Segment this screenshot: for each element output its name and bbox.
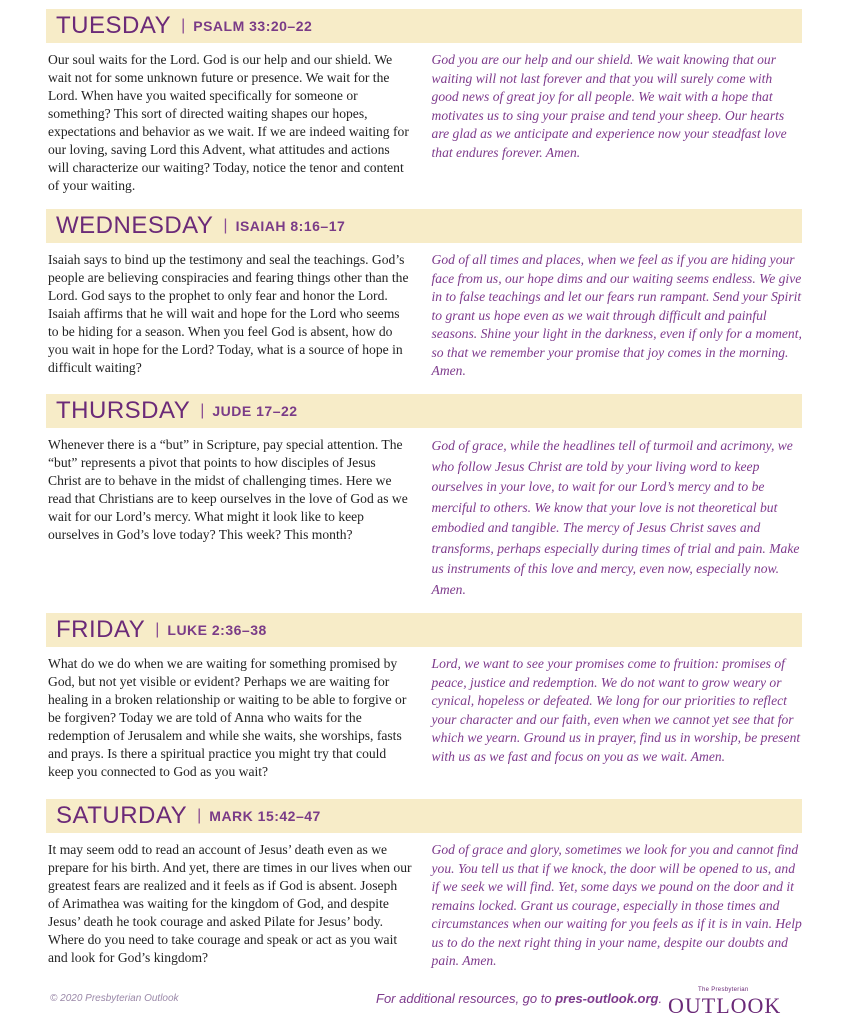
divider: | xyxy=(155,621,160,638)
reflection-text: Our soul waits for the Lord. God is our help and our shield. We wait not for some unknown future or presence. We wait for the Lord. When have you waited specifically for someone or something? This sort of directed waiting shapes our hopes, expectations and behavior as we wait. If we are indeed waiting for our loving, saving Lord this Advent, what attitudes and actions will characterize our waiting? Today, notice the tenor and content of your waiting. xyxy=(48,52,409,193)
scripture-reference: PSALM 33:20–22 xyxy=(193,18,313,34)
day-header xyxy=(46,394,802,428)
day-title: TUESDAY xyxy=(56,12,172,39)
day-section-wednesday xyxy=(46,209,802,381)
scripture-reference: MARK 15:42–47 xyxy=(209,808,321,824)
scripture-reference: LUKE 2:36–38 xyxy=(167,622,267,638)
day-section-thursday xyxy=(46,394,802,600)
divider: | xyxy=(223,217,228,234)
divider: | xyxy=(197,807,202,824)
prayer-text: God of all times and places, when we feel as if you are hiding your face from us, our hope dims and our waiting seems endless. We give in to false teachings and let our fears run rampant. Send your Spirit to grant us hope even as we wait through difficult and painful seasons. Shine your light in the darkness, even if only for a moment, so that we remember your promise that joy comes in the morning. Amen. xyxy=(431,252,802,378)
reflection-text: Isaiah says to bind up the testimony and seal the teachings. God’s people are believing conspiracies and fearing things other than the Lord. God says to the prophet to only fear and honor the Lord. Isaiah affirms that he will wait and hope for the Lord who seems to be hiding for a season. When you feel God is absent, how do you wait in hope for the Lord? Today, what is a source of hope in difficult waiting? xyxy=(48,252,409,375)
resources-link[interactable]: pres-outlook.org xyxy=(555,991,659,1006)
logo-wordmark: OUTLOOK xyxy=(668,993,782,1018)
copyright-notice: © 2020 Presbyterian Outlook xyxy=(50,993,179,1004)
prayer-text: Lord, we want to see your promises come to fruition: promises of peace, justice and redemption. We do not want to grow weary or cynical, hopeless or defeated. We long for our priorities to reflect your character and our faith, even when we cannot yet see that for which we yearn. Ground us in prayer, find us in worship, be present with us as we fast and focus on you as we wait. Amen. xyxy=(431,656,801,764)
prayer-text: God of grace, while the headlines tell of turmoil and acrimony, we who follow Jesus Christ are told by your living word to keep ourselves in your love, to wait for our Lord’s mercy and to be merciful to others. We know that your love is not theoretical but embodied and tangible. The mercy of Jesus Christ saves and transforms, perhaps especially during times of trial and pain. Make us instruments of this love and mercy, even now, especially now. Amen. xyxy=(431,438,800,597)
reflection-text: It may seem odd to read an account of Jesus’ death even as we prepare for his birth. And yet, there are times in our lives when our greatest fears are realized and it feels as if God is absent. Joseph of Arimathea was waiting for the kingdom of God, and despite Jesus’ death he took courage and asked Pilate for Jesus’ body. Where do you need to take courage and speak or act as you wait and look for God’s kingdom? xyxy=(48,842,412,965)
day-section-friday xyxy=(46,613,802,781)
day-header xyxy=(46,209,802,243)
day-header xyxy=(46,799,802,833)
reflection-text: What do we do when we are waiting for something promised by God, but not yet visible or evident? Perhaps we are waiting for healing in a broken relationship or waiting to be able to forgive or be forgiven? Today we are told of Anna who waits for the redemption of Jerusalem and while she waits, she worships, fasts and prays. Is there a spiritual practice you might try that could keep you connected to God as you wait? xyxy=(48,656,407,779)
day-title: THURSDAY xyxy=(56,397,191,424)
day-section-tuesday xyxy=(46,9,802,195)
resources-note xyxy=(376,991,662,1006)
resources-prefix: For additional resources, go to xyxy=(376,991,556,1006)
day-title: SATURDAY xyxy=(56,802,188,829)
prayer-text: God of grace and glory, sometimes we look for you and cannot find you. You tell us that if we knock, the door will be opened to us, and if we seek we will find. Yet, some days we pound on the door and it remains locked. Grant us courage, especially in those times and circumstances when our waiting for you feels as if it is in vain. Help us to do the next right thing in your name, despite our doubts and pain. Amen. xyxy=(431,842,802,968)
divider: | xyxy=(200,402,205,419)
scripture-reference: JUDE 17–22 xyxy=(212,403,298,419)
scripture-reference: ISAIAH 8:16–17 xyxy=(235,218,346,234)
reflection-text: Whenever there is a “but” in Scripture, pay special attention. The “but” represents a pivot that points to how disciples of Jesus Christ are to behave in the midst of challenging times. Here we read that Christians are to keep ourselves in the love of God as we wait for our Lord’s mercy. What might it look like to keep ourselves in God’s love today? This week? This month? xyxy=(48,437,408,542)
prayer-text: God you are our help and our shield. We wait knowing that our waiting will not last forever and that you will surely come with good news of great joy for all people. We wait with a hope that motivates us to sing your praise and tend your sheep. Our hearts are glad as we anticipate and experience now your steadfast love that endures forever. Amen. xyxy=(431,52,787,160)
divider: | xyxy=(181,17,186,34)
day-header xyxy=(46,9,802,43)
day-header xyxy=(46,613,802,647)
resources-suffix: . xyxy=(658,991,663,1006)
day-title: WEDNESDAY xyxy=(56,212,214,239)
day-section-saturday xyxy=(46,799,802,971)
outlook-logo xyxy=(668,987,782,1018)
logo-tagline: The Presbyterian xyxy=(698,987,749,993)
day-title: FRIDAY xyxy=(56,616,146,643)
